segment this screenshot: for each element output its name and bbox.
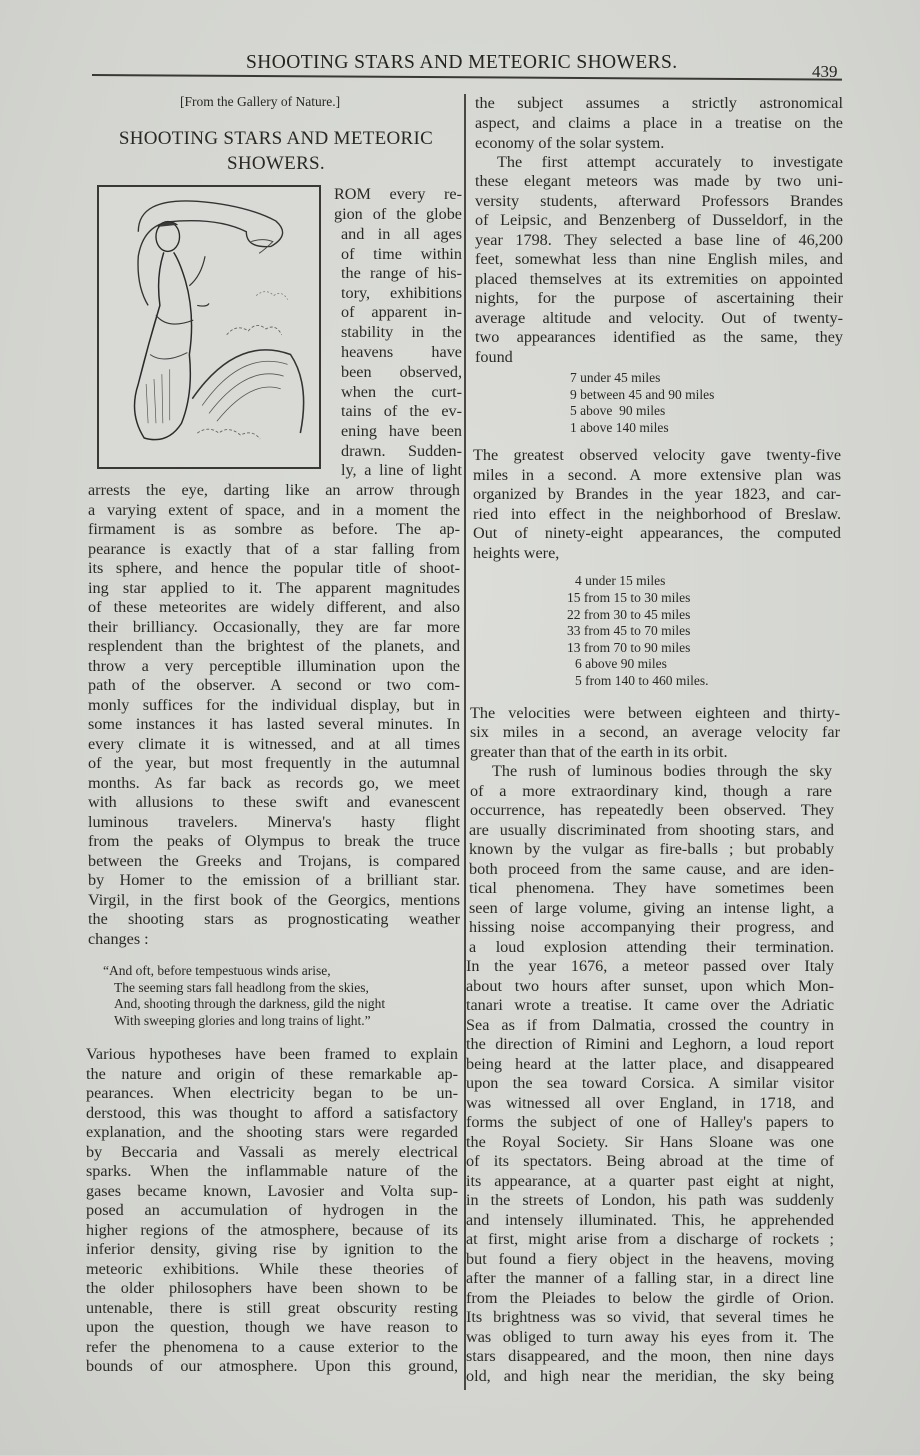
text-line: these elegant meteors was made by two uni- [475,172,843,190]
running-head-title: SHOOTING STARS AND METEORIC SHOWERS. [246,52,678,73]
text-line: at first, might arise from a discharge of rockets ; [466,1230,834,1248]
text-line: Its brightness was so vivid, that several times he [466,1308,834,1326]
table-row: 7 under 45 miles [570,370,661,385]
text-line: changes : [88,930,149,948]
text-line: of the year, but most frequently in the autumnal [88,754,460,772]
text-line: some instances it has lasted several minutes. In [88,715,460,733]
text-line: with allusions to these swift and evanescent [88,793,460,811]
text-line: heavens have [341,343,462,361]
text-line: posed an accumulation of hydrogen in the [86,1201,458,1219]
text-line: The first attempt accurately to investigate [497,153,843,171]
text-line: from the Pleiades to below the girdle of Orion. [466,1289,834,1307]
text-line: gion of the globe [334,205,462,223]
text-line: tains of the ev- [341,402,462,420]
text-line: stars disappeared, and the moon, then nine days [466,1347,834,1365]
text-line: Virgil, in the first book of the Georgics, mentions [88,891,460,909]
text-line: Various hypotheses have been framed to explain [86,1045,458,1063]
text-line: its sphere, and hence the popular title of shoot- [88,559,460,577]
text-line: in the streets of London, his path was suddenly [466,1191,834,1209]
text-line: was witnessed all over England, in 1718, and [466,1094,834,1112]
text-line: about two hours after sunset, upon which Mon- [466,977,834,995]
text-line: from the peaks of Olympus to break the truce [88,832,460,850]
text-line: the shooting stars as prognosticating weather [88,910,460,928]
text-line: when the curt- [341,383,462,401]
text-line: of its spectators. Being abroad at the time of [466,1152,834,1170]
text-line: the Royal Society. Sir Hans Sloane was one [466,1133,834,1151]
text-line: of Leipsic, and Benzenberg of Dusseldorf, in the [475,211,843,229]
table-row: 5 above 90 miles [570,403,666,418]
article-title-line1: SHOOTING STARS AND METEORIC [118,128,434,149]
text-line: the direction of Rimini and Leghorn, a loud report [466,1035,834,1053]
text-line: refer the phenomena to a cause exterior to the [86,1338,458,1356]
text-line: year 1798. They selected a base line of 46,200 [475,231,843,249]
text-line: of time within [341,245,462,263]
text-line: ROM every re- [334,185,462,203]
text-line: occurrence, has repeatedly been observed. They [470,801,834,819]
text-line: of apparent in- [341,303,462,321]
text-line: six miles in a second, an average velocity far [470,723,840,741]
text-line: heights were, [473,544,560,562]
text-line: sparks. When the inflammable nature of the [86,1162,458,1180]
text-line: tanari wrote a treatise. It came over the Adriatic [466,996,834,1014]
header-rule [92,74,842,81]
text-line: untenable, there is still great obscurity resting [86,1299,458,1317]
text-line: a loud explosion attending their termination. [469,938,834,956]
text-line: The greatest observed velocity gave twenty-five [473,446,841,464]
table-row: 1 above 140 miles [570,420,669,435]
text-line: ly, a line of light [341,461,462,479]
text-line: average altitude and velocity. Out of twenty- [475,309,843,327]
text-line: economy of the solar system. [475,134,665,152]
text-line: found [475,348,513,366]
article-source: [From the Gallery of Nature.] [180,94,341,109]
text-line: inferior density, giving rise by ignition to the [86,1240,458,1258]
dropcap-illustration [97,185,321,469]
table-row: 4 under 15 miles [575,573,666,588]
text-line: been observed, [341,363,462,381]
text-line: In the year 1676, a meteor passed over Italy [466,957,834,975]
text-line: of these meteorites are widely different, and also [88,598,460,616]
text-line: hissing noise accompanying their progress, and [469,918,834,936]
text-line: The rush of luminous bodies through the sky [492,762,832,780]
verse-line: And, shooting through the darkness, gild the night [114,996,386,1011]
text-line: tory, exhibitions [341,284,462,302]
verse-line: With sweeping glories and long trains of light.” [114,1013,371,1028]
table-row: 15 from 15 to 30 miles [567,590,691,605]
text-line: gases became known, Lavosier and Volta sup- [86,1182,458,1200]
verse-line: The seeming stars fall headlong from the skies, [114,980,369,995]
table-row: 33 from 45 to 70 miles [567,623,691,638]
text-line: drawn. Sudden- [341,442,462,460]
text-line: ried into effect in the neighborhood of Breslaw. [473,505,841,523]
text-line: the subject assumes a strictly astronomical [475,94,843,112]
text-line: and intensely illuminated. This, he apprehended [466,1211,834,1229]
text-line: aspect, and claims a place in a treatise on the [475,114,843,132]
text-line: pearance is exactly that of a star falling from [88,540,460,558]
text-line: but found a fiery object in the heavens, moving [466,1250,834,1268]
table-row: 9 between 45 and 90 miles [570,387,715,402]
table-row: 6 above 90 miles [575,656,667,671]
text-line: both proceed from the same cause, and are iden- [469,860,834,878]
text-line: old, and high near the meridian, the sky being [466,1367,834,1385]
text-line: seen of large volume, giving an intense light, a [469,899,834,917]
article-title-line2: SHOWERS. [227,153,325,174]
text-line: luminous travelers. Minerva's hasty flight [88,813,460,831]
text-line: the range of his- [341,264,462,282]
article-title [105,126,447,176]
text-line: feet, somewhat less than nine English miles, and [475,250,843,268]
text-line: resplendent than the brightest of the planets, and [88,637,460,655]
page-number: 439 [812,62,838,81]
verse-line: “And oft, before tempestuous winds arise, [103,963,331,978]
text-line: ing star applied to it. The apparent magnitudes [88,579,460,597]
text-line: their brilliancy. Occasionally, they are far more [88,618,460,636]
text-line: upon the sea toward Corsica. A similar visitor [466,1074,834,1092]
text-line: tical phenomena. They have sometimes been [469,879,834,897]
text-line: derstood, this was thought to afford a satisfactory [86,1104,458,1122]
text-line: explanation, and the shooting stars were regarded [86,1123,458,1141]
text-line: arrests the eye, darting like an arrow through [88,481,460,499]
text-line: The velocities were between eighteen and thirty- [470,704,840,722]
text-line: by Beccaria and Vassali as merely electrical [86,1143,458,1161]
text-line: stability in the [341,323,462,341]
text-line: known by the vulgar as fire-balls ; but probably [469,840,834,858]
text-line: path of the observer. A second or two com- [88,676,460,694]
text-line: higher regions of the atmosphere, because of its [86,1221,458,1239]
text-line: between the Greeks and Trojans, is compared [88,852,460,870]
text-line: and in all ages [341,225,462,243]
text-line: throw a very perceptible illumination upon the [88,657,460,675]
text-line: the nature and origin of these remarkable ap- [86,1065,458,1083]
text-line: being heard at the latter place, and disappeared [466,1055,834,1073]
table-row: 22 from 30 to 45 miles [567,607,691,622]
text-line: of a more extraordinary kind, though a rare [470,782,832,800]
text-line: every climate it is witnessed, and at all times [88,735,460,753]
figure-with-globe-icon [99,187,319,467]
text-line: meteoric exhibitions. While these theories of [86,1260,458,1278]
text-line: are usually discriminated from shooting stars, and [469,821,834,839]
text-line: months. As far back as records go, we meet [88,774,460,792]
text-line: by Homer to the emission of a brilliant star. [88,871,460,889]
text-line: was obliged to turn away his eyes from it. The [466,1328,834,1346]
text-line: a varying extent of space, and in a moment the [88,501,460,519]
text-line: its appearance, at a quarter past eight at night, [466,1172,834,1190]
text-line: firmament is as sombre as before. The ap- [88,520,460,538]
text-line: Sea as if from Dalmatia, crossed the country in [466,1016,834,1034]
text-line: after the manner of a falling star, in a direct line [466,1269,834,1287]
text-line: the older philosophers have been shown to be [86,1279,458,1297]
text-line: pearances. When electricity began to be un- [86,1084,458,1102]
text-line: upon the question, though we have reason to [86,1318,458,1336]
table-row: 5 from 140 to 460 miles. [575,673,709,688]
text-line: bounds of our atmosphere. Upon this ground, [86,1357,458,1375]
text-line: ening have been [341,422,462,440]
text-line: Out of ninety-eight appearances, the computed [473,524,841,542]
text-line: monly suffices for the individual display, but in [88,696,460,714]
text-line: versity students, afterward Professors Brandes [475,192,843,210]
table-row: 13 from 70 to 90 miles [567,640,691,655]
text-line: placed themselves at its extremities on appointed [475,270,843,288]
text-line: two appearances identified as the same, they [475,328,843,346]
text-line: greater than that of the earth in its orbit. [470,743,728,761]
text-line: nights, for the purpose of ascertaining their [475,289,843,307]
text-line: organized by Brandes in the year 1823, and car- [473,485,841,503]
text-line: miles in a second. A more extensive plan was [473,466,841,484]
text-line: forms the subject of one of Halley's papers to [466,1113,834,1131]
